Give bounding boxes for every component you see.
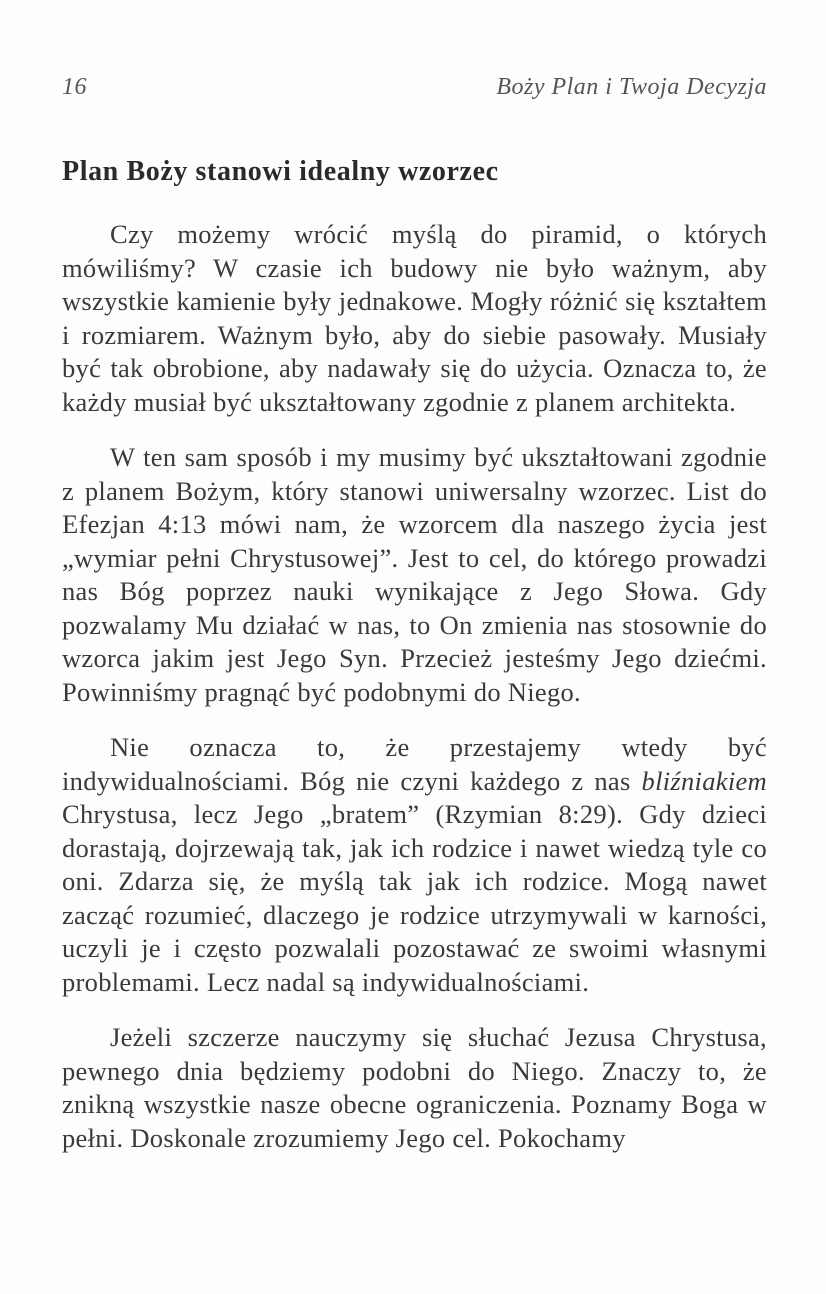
section-title: Plan Boży stanowi idealny wzorzec [62,156,499,187]
book-page [62,74,767,1177]
paragraph-2: W ten sam sposób i my musimy być ukształtowani zgodnie z planem Bożym, który stanowi uniwersalny wzorzec. List do Efezjan 4:13 mówi nam, że wzorcem dla naszego życia jest „wymiar pełni Chrystusowej”. Jest to cel, do którego prowadzi nas Bóg poprzez nauki wynikające z Jego Słowa. Gdy pozwalamy Mu działać w nas, to On zmienia nas stosownie do wzorca jakim jest Jego Syn. Przecież jesteśmy Jego dziećmi. Powinniśmy pragnąć być podobnymi do Niego. [62,442,767,707]
running-head [62,74,767,114]
page-number: 16 [62,74,87,100]
paragraph-1: Czy możemy wrócić myślą do piramid, o których mówiliśmy? W czasie ich budowy nie było ważnym, aby wszystkie kamienie były jednakowe. Mogły różnić się kształtem i rozmiarem. Ważnym było, aby do siebie pasowały. Musiały być tak obrobione, aby nadawały się do użycia. Oznacza to, że każdy musiał być ukształtowany zgodnie z planem architekta. [62,219,767,417]
paragraph-3-before: Nie oznacza to, że przestajemy wtedy być indywidualnościami. Bóg nie czyni każdego z nas [62,732,767,796]
paragraph-3 [62,731,767,999]
paragraph-4: Jeżeli szczerze nauczymy się słuchać Jezusa Chrystusa, pewnego dnia będziemy podobni do Niego. Znaczy to, że znikną wszystkie nasze obecne ograniczenia. Poznamy Boga w pełni. Doskonale zrozumiemy Jego cel. Pokochamy [62,1022,767,1153]
emphasized-word: bliźniakiem [641,765,767,796]
running-title: Boży Plan i Twoja Decyzja [496,74,767,100]
paragraph-3-after: Chrystusa, lecz Jego „bratem” (Rzymian 8:29). Gdy dzieci dorastają, dojrzewają tak, jak ich rodzice i nawet wiedzą tyle co oni. Zdarza się, że myślą tak jak ich rodzice. Mogą nawet zacząć rozumieć, dlaczego je rodzice utrzymywali w karności, uczyli je i często pozwalali pozostawać ze swoimi własnymi problemami. Lecz nadal są indywidualnościami. [62,799,767,997]
